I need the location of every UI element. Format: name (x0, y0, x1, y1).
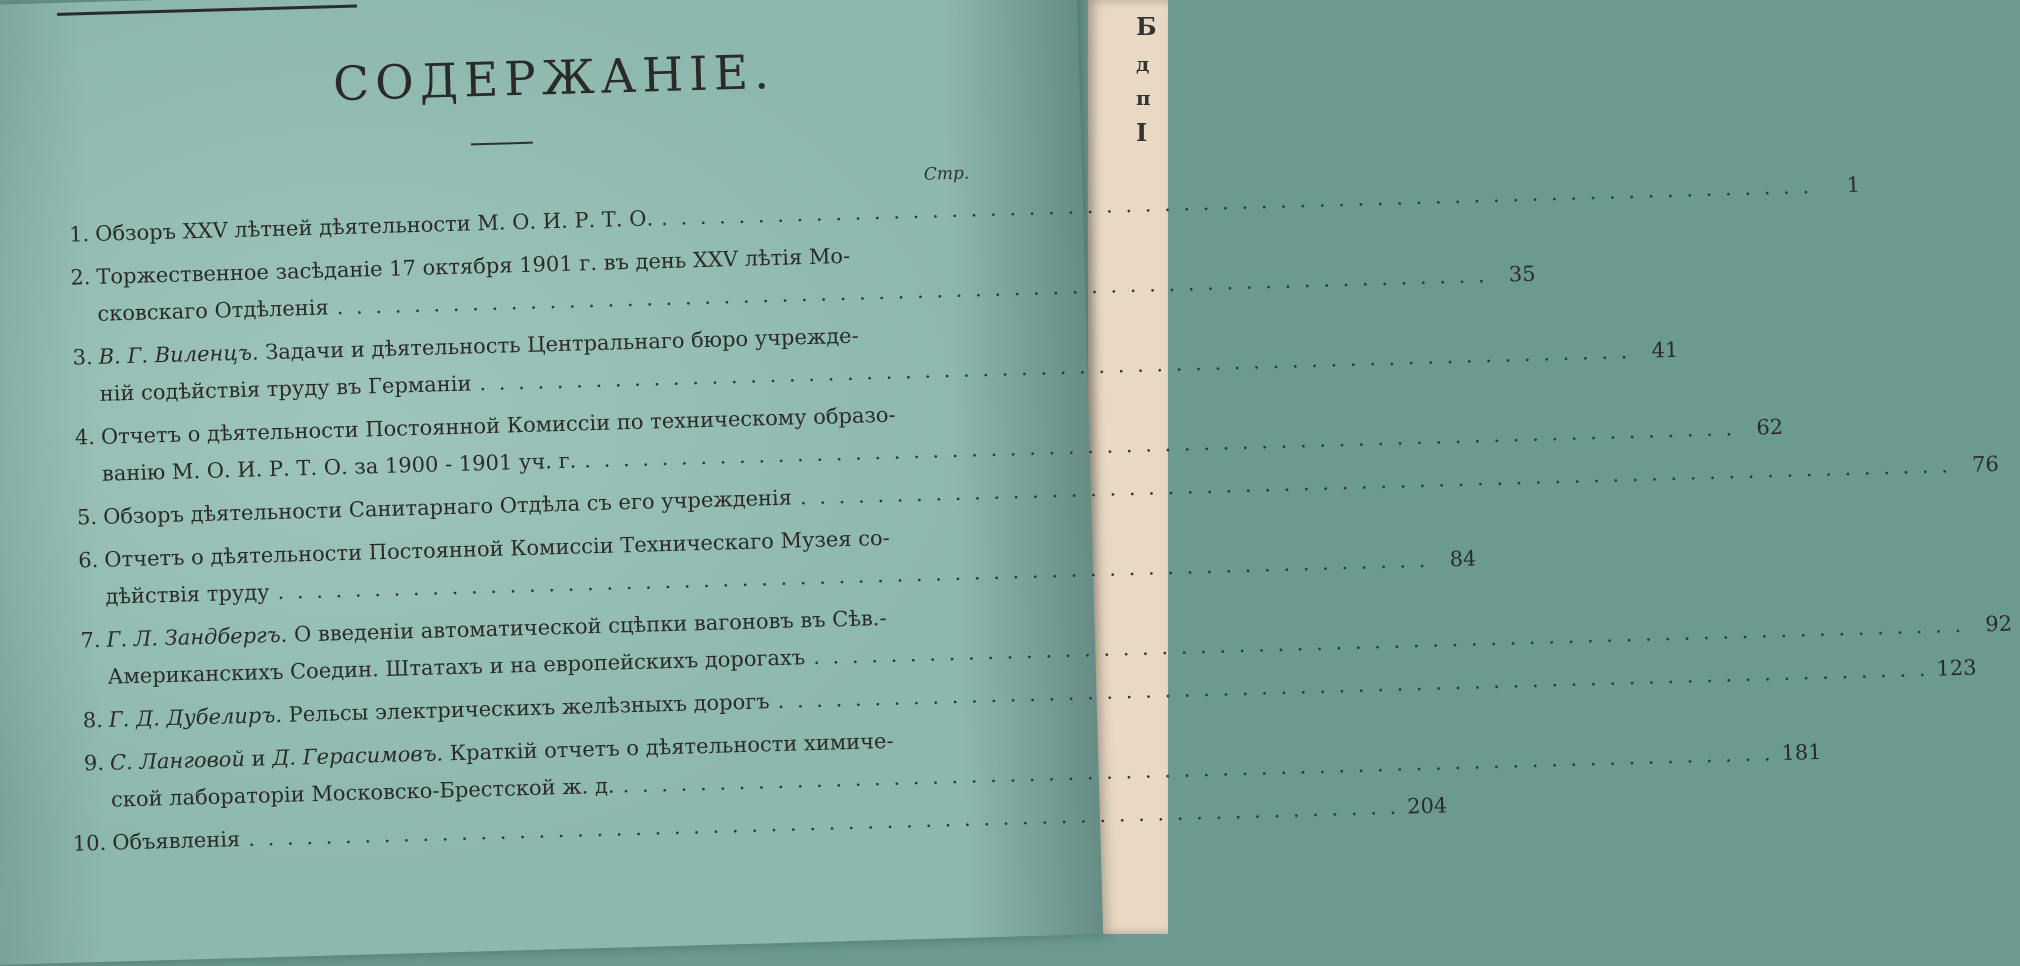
entry-author: Г. Л. Зандбергъ. (106, 622, 288, 652)
entry-title-cont: ванію М. О. И. Р. Т. О. за 1900 - 1901 уч. г. (101, 448, 577, 486)
entry-author: В. Г. Виленцъ. (98, 340, 259, 369)
facing-page-fragment: д (1136, 52, 1150, 76)
top-rule (57, 5, 357, 16)
entry-title: Задачи и дѣятельность Центральнаго бюро учрежде- (264, 323, 859, 365)
entry-title: Отчетъ о дѣятельности Постоянной Комиссіи по техническому образо- (100, 402, 896, 449)
entry-number: 2. (70, 265, 91, 290)
entry-title-cont: дѣйствія труду (105, 580, 270, 609)
entry-number: 7. (80, 627, 101, 653)
entry-number: 4. (74, 425, 96, 450)
entry-number: 1. (68, 222, 90, 247)
entry-conjunction: и (251, 746, 266, 771)
dot-leader (661, 168, 1813, 237)
entry-title: Обзоръ XXV лѣтней дѣятельности М. О. И. Р. Т. О. (94, 206, 654, 246)
entry-page: 35 (1508, 261, 1536, 287)
entry-page: 92 (1984, 611, 2013, 637)
entry-number: 10. (72, 830, 107, 856)
entry-author: С. Ланговой (109, 746, 246, 775)
facing-page-fragment: Б (1136, 12, 1157, 41)
entry-page: 84 (1449, 546, 1477, 572)
entry-title: Краткій отчетъ о дѣятельности химиче- (449, 728, 894, 766)
entry-title-cont: ній содѣйствія труду въ Германіи (99, 371, 472, 406)
entry-title: Отчетъ о дѣятельности Постоянной Комиссіи Техническаго Музея со- (104, 525, 890, 572)
entry-title: Рельсы электрическихъ желѣзныхъ дорогъ (288, 689, 770, 727)
entry-author-2: Д. Герасимовъ. (271, 741, 444, 771)
entry-page: 41 (1651, 337, 1679, 363)
entry-page: 123 (1936, 655, 1977, 681)
entry-author: Г. Д. Дубелиръ. (108, 702, 283, 732)
entry-page: 1 (1846, 172, 1861, 197)
entry-title-cont: сковскаго Отдѣленія (97, 295, 329, 326)
title-rule (471, 142, 533, 146)
entry-page: 181 (1781, 739, 1822, 766)
entry-title-cont: ской лабораторіи Московско-Брестской ж. д. (110, 773, 615, 812)
entry-page: 62 (1756, 414, 1784, 440)
entry-title-cont: Американскихъ Соедин. Штатахъ и на европейскихъ дорогахъ (107, 645, 806, 689)
entry-number: 6. (77, 547, 99, 573)
entry-page: 204 (1406, 793, 1448, 819)
entry-title: Торжественное засѣданіе 17 октября 1901 г. въ день XXV лѣтія Мо- (96, 243, 851, 289)
entry-title: О введеніи автоматической сцѣпки вагоновъ въ Сѣв.- (293, 605, 887, 647)
entry-page: 76 (1971, 451, 2000, 477)
facing-page-fragment: п (1136, 86, 1151, 110)
entry-title: Объявленія (111, 827, 241, 855)
entry-number: 8. (82, 707, 104, 733)
entry-number: 5. (76, 504, 98, 530)
facing-page (1088, 0, 1168, 934)
page-column-header: Стр. (923, 163, 970, 185)
entry-title: Обзоръ дѣятельности Санитарнаго Отдѣла съ его учрежденія (102, 485, 793, 529)
entry-number: 3. (72, 345, 94, 370)
page-title: СОДЕРЖАНІЕ. (332, 44, 776, 113)
facing-page-fragment: І (1136, 118, 1148, 147)
entry-number: 9. (83, 750, 105, 776)
